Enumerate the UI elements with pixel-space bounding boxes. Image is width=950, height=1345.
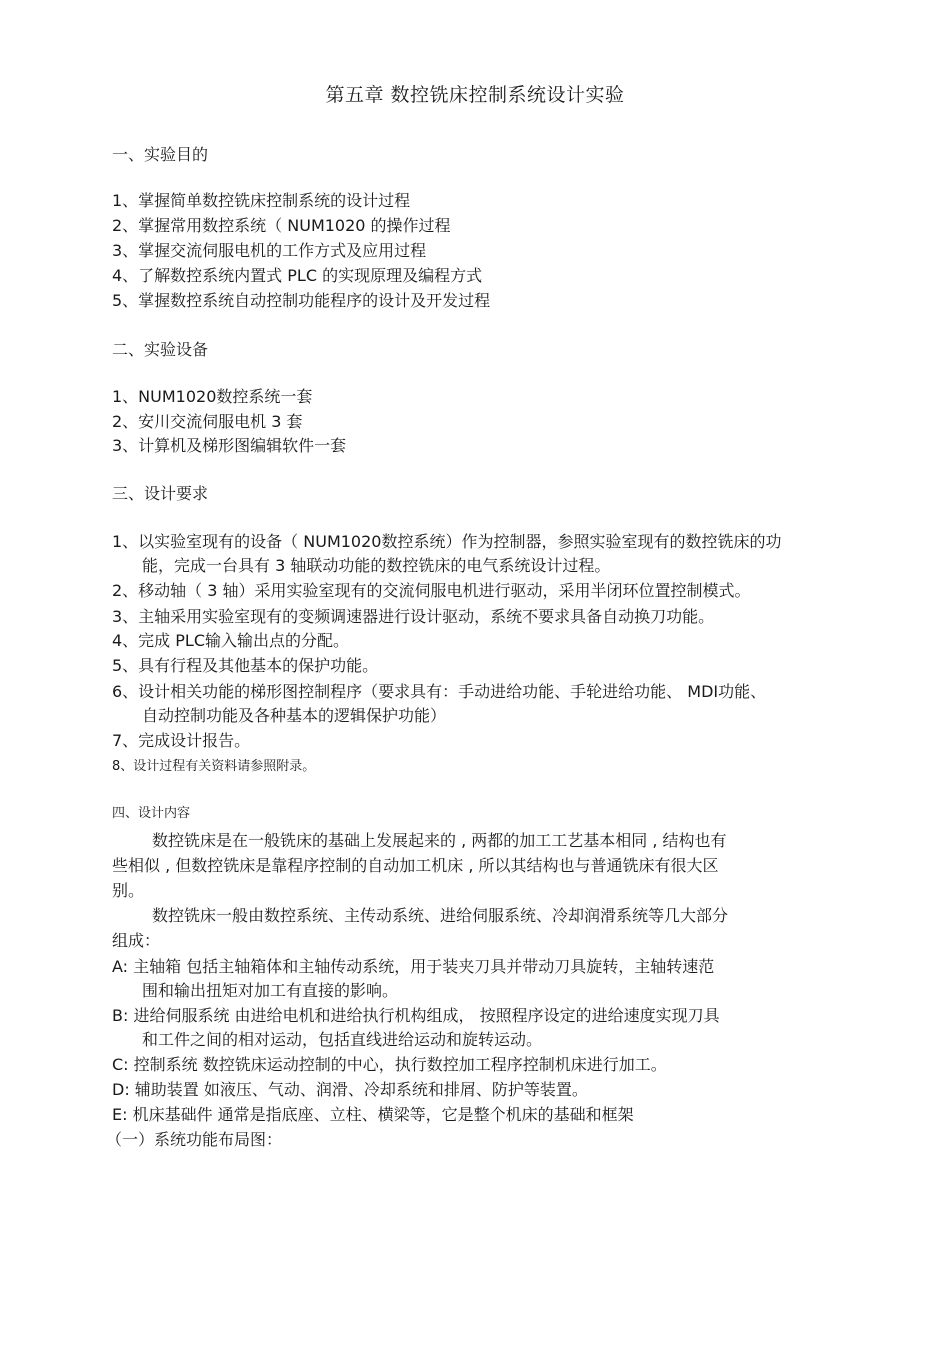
requirement-item-2: 2、移动轴（ 3 轴）采用实验室现有的交流伺服电机进行驱动，采用半闭环位置控制模式。	[112, 581, 751, 600]
subsection-heading-layout: （一）系统功能布局图：	[106, 1130, 283, 1149]
content-paragraph-1-line-2: 些相似 , 但数控铣床是靠程序控制的自动加工机床 , 所以其结构也与普通铣床有很大区	[112, 856, 719, 875]
equipment-item-3: 3、计算机及梯形图编辑软件一套	[112, 436, 347, 455]
content-paragraph-1-line-3: 别。	[112, 881, 145, 900]
content-paragraph-2-line-2: 组成：	[112, 931, 161, 950]
requirement-item-8: 8、设计过程有关资料请参照附录。	[112, 759, 316, 774]
component-a-line-2: 围和输出扭矩对加工有直接的影响。	[142, 981, 399, 1000]
section-heading-requirements: 三、设计要求	[112, 484, 209, 503]
requirement-item-1-cont: 能，完成一台具有 3 轴联动功能的数控铣床的电气系统设计过程。	[142, 556, 611, 575]
component-b-line-1: B: 进给伺服系统 由进给电机和进给执行机构组成， 按照程序设定的进给速度实现刀具	[112, 1006, 720, 1025]
section-heading-objectives: 一、实验目的	[112, 145, 209, 164]
component-c-line-1: C: 控制系统 数控铣床运动控制的中心，执行数控加工程序控制机床进行加工。	[112, 1055, 667, 1074]
objective-item-1: 1、掌握简单数控铣床控制系统的设计过程	[112, 191, 411, 210]
content-paragraph-2-line-1: 数控铣床一般由数控系统、主传动系统、进给伺服系统、冷却润滑系统等几大部分	[152, 906, 729, 925]
section-heading-content: 四、设计内容	[112, 806, 191, 821]
objective-item-3: 3、掌握交流伺服电机的工作方式及应用过程	[112, 241, 427, 260]
requirement-item-5: 5、具有行程及其他基本的保护功能。	[112, 656, 379, 675]
requirement-item-6-cont: 自动控制功能及各种基本的逻辑保护功能）	[142, 706, 447, 725]
objective-item-4: 4、了解数控系统内置式 PLC 的实现原理及编程方式	[112, 266, 483, 285]
requirement-item-3: 3、主轴采用实验室现有的变频调速器进行设计驱动，系统不要求具备自动换刀功能。	[112, 607, 715, 626]
requirement-item-4: 4、完成 PLC输入输出点的分配。	[112, 631, 350, 650]
component-e-line-1: E: 机床基础件 通常是指底座、立柱、横梁等，它是整个机床的基础和框架	[112, 1105, 634, 1124]
objective-item-5: 5、掌握数控系统自动控制功能程序的设计及开发过程	[112, 291, 491, 310]
section-heading-equipment: 二、实验设备	[112, 340, 209, 359]
page-title: 第五章 数控铣床控制系统设计实验	[325, 84, 625, 106]
component-d-line-1: D: 辅助装置 如液压、气动、润滑、冷却系统和排屑、防护等装置。	[112, 1080, 588, 1099]
equipment-item-1: 1、NUM1020数控系统一套	[112, 387, 313, 406]
equipment-item-2: 2、安川交流伺服电机 3 套	[112, 412, 303, 431]
requirement-item-1: 1、以实验室现有的设备（ NUM1020数控系统）作为控制器，参照实验室现有的数控铣床的功	[112, 532, 782, 551]
content-paragraph-1-line-1: 数控铣床是在一般铣床的基础上发展起来的 , 两都的加工工艺基本相同 , 结构也有	[152, 831, 727, 850]
requirement-item-6: 6、设计相关功能的梯形图控制程序（要求具有：手动进给功能、手轮进给功能、 MDI功能、	[112, 682, 767, 701]
objective-item-2: 2、掌握常用数控系统（ NUM1020 的操作过程	[112, 216, 451, 235]
requirement-item-7: 7、完成设计报告。	[112, 731, 251, 750]
component-a-line-1: A: 主轴箱 包括主轴箱体和主轴传动系统，用于装夹刀具并带动刀具旋转，主轴转速范	[112, 957, 715, 976]
component-b-line-2: 和工件之间的相对运动，包括直线进给运动和旋转运动。	[142, 1030, 543, 1049]
